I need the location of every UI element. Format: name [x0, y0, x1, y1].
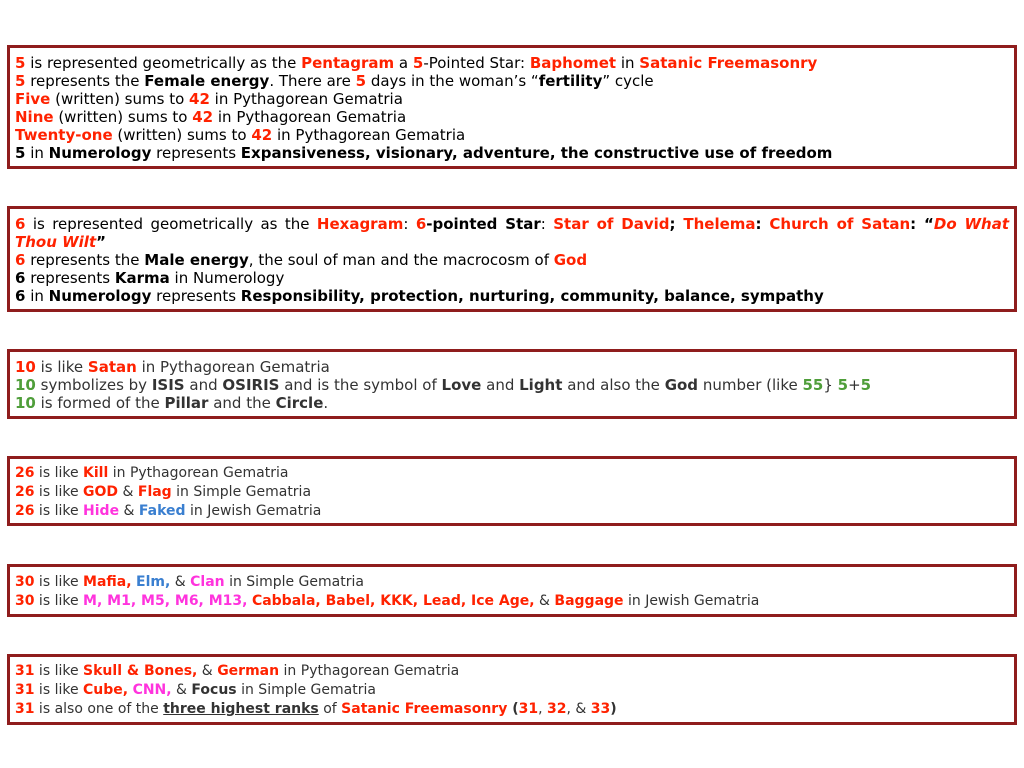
- five-line-5: Twenty-one (written) sums to 42 in Pythagorean Gematria: [15, 126, 466, 144]
- ten-line-1: 10 is like Satan in Pythagorean Gematria: [15, 358, 330, 376]
- twenty-six-line-3: 26 is like Hide & Faked in Jewish Gematria: [15, 503, 322, 519]
- five-line-6: 5 in Numerology represents Expansiveness, visionary, adventure, the constructive use of freedom: [15, 144, 833, 162]
- five-line-1: 5 is represented geometrically as the Pentagram a 5-Pointed Star: Baphomet in Satanic Freemasonry: [15, 54, 818, 72]
- thirty-section: [7, 564, 1017, 617]
- thirty-line-2: 30 is like M, M1, M5, M6, M13, Cabbala, Babel, KKK, Lead, Ice Age, & Baggage in Jewish Gematria: [15, 593, 760, 609]
- six-line-1: 6 is represented geometrically as the Hexagram: 6-pointed Star: Star of David; Thelema: Church of Satan: “Do What Thou Wilt”: [15, 215, 1010, 251]
- six-line-4: 6 in Numerology represents Responsibility, protection, nurturing, community, balance, sympathy: [15, 287, 824, 305]
- twenty-six-section: [7, 456, 1017, 526]
- thirty-one-line-3: 31 is also one of the three highest ranks of Satanic Freemasonry (31, 32, & 33): [15, 701, 617, 717]
- ten-section: [7, 349, 1017, 419]
- six-line-3: 6 represents Karma in Numerology: [15, 269, 285, 287]
- ten-line-3: 10 is formed of the Pillar and the Circle.: [15, 394, 329, 412]
- five-line-3: Five (written) sums to 42 in Pythagorean Gematria: [15, 90, 403, 108]
- six-section: [7, 206, 1017, 312]
- thirty-one-line-2: 31 is like Cube, CNN, & Focus in Simple Gematria: [15, 682, 376, 698]
- twenty-six-line-1: 26 is like Kill in Pythagorean Gematria: [15, 465, 289, 481]
- ten-line-2: 10 symbolizes by ISIS and OSIRIS and is the symbol of Love and Light and also the God number (like 55} 5+5: [15, 376, 872, 394]
- thirty-one-section: [7, 654, 1017, 725]
- five-line-4: Nine (written) sums to 42 in Pythagorean Gematria: [15, 108, 407, 126]
- thirty-one-line-1: 31 is like Skull & Bones, & German in Pythagorean Gematria: [15, 663, 460, 679]
- five-section: [7, 45, 1017, 169]
- thirty-line-1: 30 is like Mafia, Elm, & Clan in Simple Gematria: [15, 574, 364, 590]
- twenty-six-line-2: 26 is like GOD & Flag in Simple Gematria: [15, 484, 312, 500]
- six-line-2: 6 represents the Male energy, the soul of man and the macrocosm of God: [15, 251, 588, 269]
- five-line-2: 5 represents the Female energy. There are 5 days in the woman’s “fertility” cycle: [15, 72, 654, 90]
